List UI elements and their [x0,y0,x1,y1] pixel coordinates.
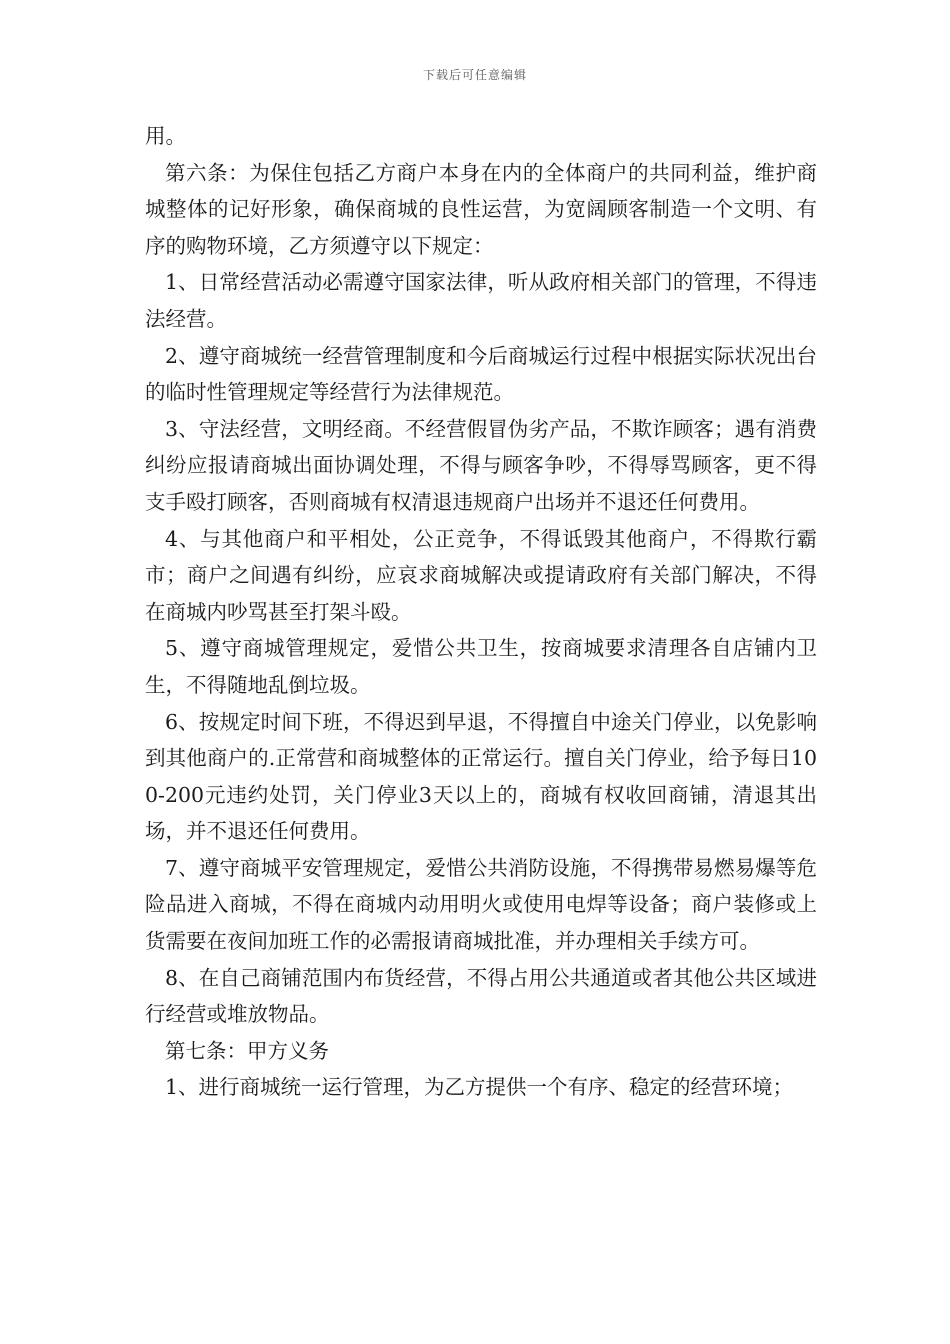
paragraph-duty-1: 1、进行商城统一运行管理，为乙方提供一个有序、稳定的经营环境； [165,1075,794,1100]
paragraph-rule-1: 1、日常经营活动必需遵守国家法律，听从政府相关部门的管理，不得违法经营。 [145,270,817,331]
paragraph-rule-2: 2、遵守商城统一经营管理制度和今后商城运行过程中根据实际状况出台的临时性管理规定等经营行为法律规范。 [145,343,817,405]
paragraph-rule-3: 3、守法经营，文明经商。不经营假冒伪劣产品，不欺诈顾客；遇有消费纠纷应报请商城出面协调处理，不得与顾客争吵，不得辱骂顾客，更不得支手殴打顾客，否则商城有权清退违规商户出场并不退还任何费用。 [145,416,817,514]
document-body [145,118,817,1106]
paragraph-rule-6: 6、按规定时间下班，不得迟到早退，不得擅自中途关门停业，以免影响到其他商户的.正常营和商城整体的正常运行。擅自关门停业，给予每日100-200元违约处罚，关门停业3天以上的，商城有权收回商铺，清退其出场，并不退还任何费用。 [145,709,817,844]
paragraph-continuation: 用。 [145,124,186,148]
paragraph-rule-4: 4、与其他商户和平相处，公正竞争，不得诋毁其他商户，不得欺行霸市；商户之间遇有纠纷，应哀求商城解决或提请政府有关部门解决，不得在商城内吵骂甚至打架斗殴。 [145,526,817,624]
paragraph-rule-5: 5、遵守商城管理规定，爱惜公共卫生，按商城要求清理各自店铺内卫生，不得随地乱倒垃圾。 [145,636,817,697]
page-header: 下载后可任意编辑 [422,68,527,82]
paragraph-article-6: 第六条：为保住包括乙方商户本身在内的全体商户的共同利益，维护商城整体的记好形象，确保商城的良性运营，为宽阔顾客制造一个文明、有序的购物环境，乙方须遵守以下规定： [145,160,817,258]
paragraph-article-7-heading: 第七条：甲方义务 [165,1038,329,1063]
paragraph-rule-8: 8、在自己商铺范围内布货经营，不得占用公共通道或者其他公共区域进行经营或堆放物品。 [145,965,817,1027]
paragraph-rule-7: 7、遵守商城平安管理规定，爱惜公共消防设施，不得携带易燃易爆等危险品进入商城，不得在商城内动用明火或使用电焊等设备；商户装修或上货需要在夜间加班工作的必需报请商城批准，并办理相关手续方可。 [145,855,817,954]
